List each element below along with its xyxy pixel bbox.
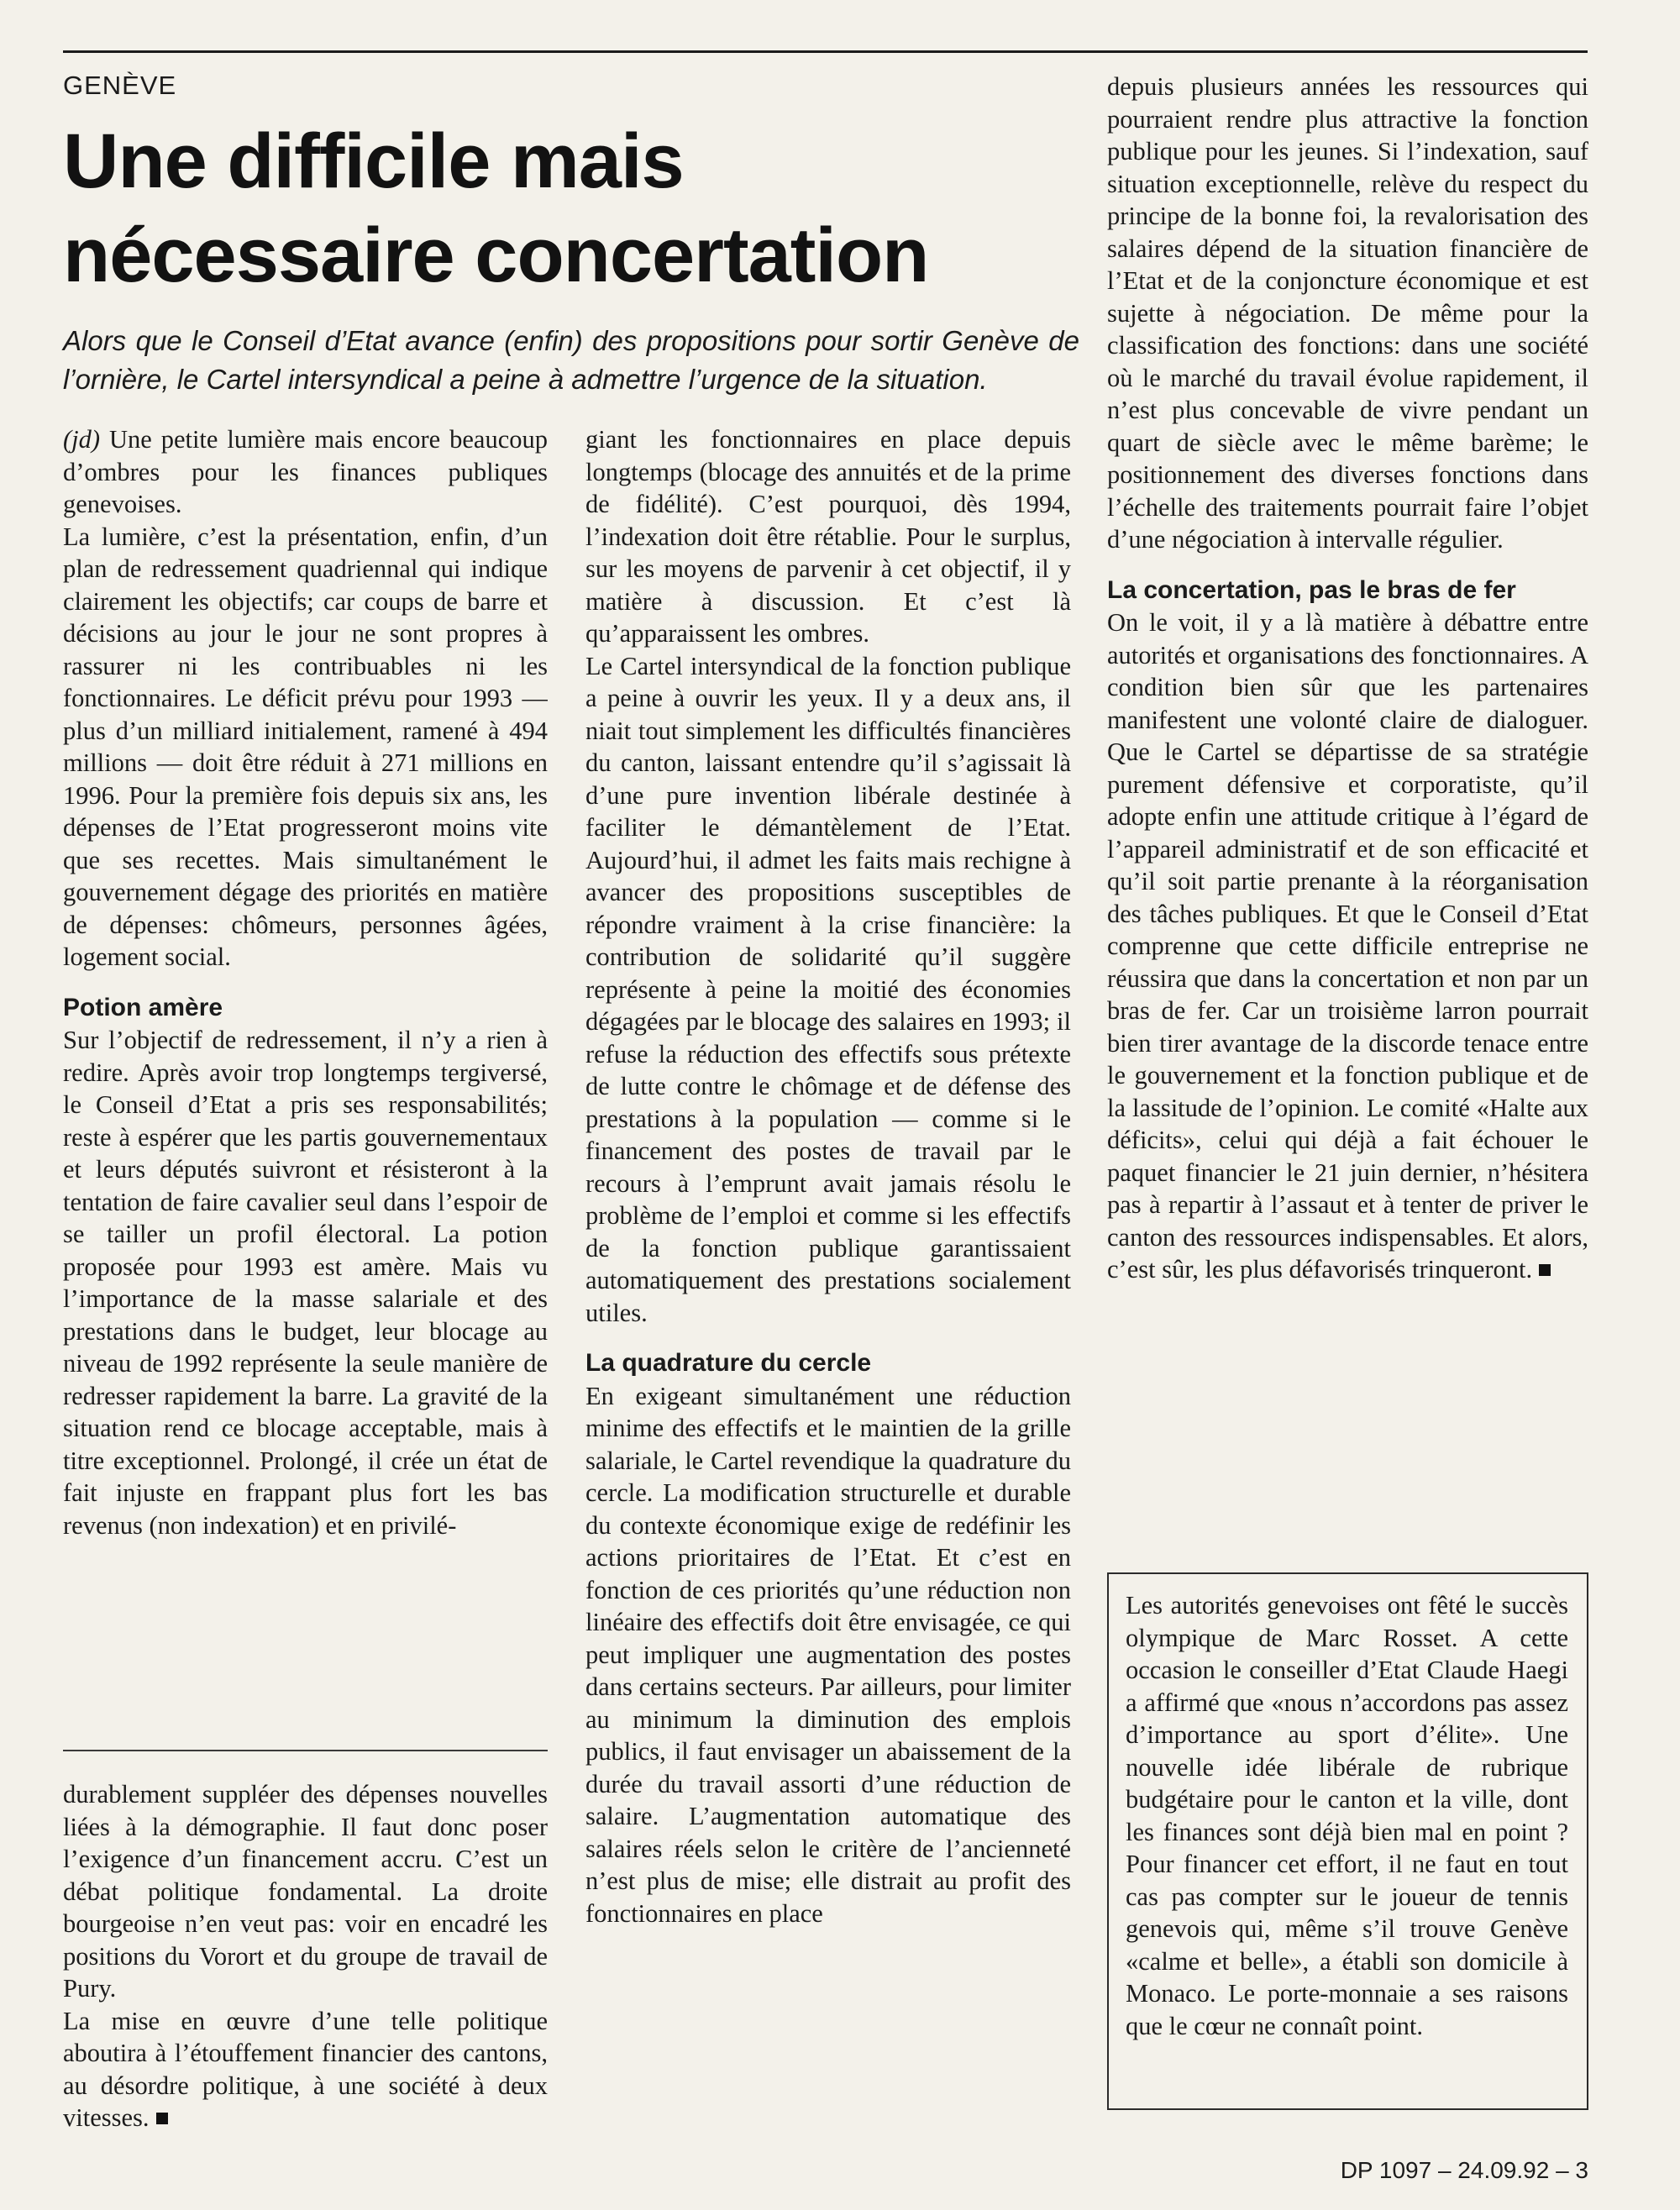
box-text: Les autorités genevoises ont fêté le succès olympique de Marc Rosset. A cette occasion le conseiller d’Etat Claude Haegi a affirmé que «nous n’accordons pas assez d’importance au sport d’élite». Une nouvelle idée libérale de rubrique budgétaire pour le canton et la ville, dont les finances sont déjà bien mal en point ? Pour financer cet effort, il ne faut en tout cas pas compter sur le joueur de tennis genevois qui, même s’il trouve Genève «calme et belle», a établi son domicile à Monaco. Le porte-monnaie a ses raisons que le cœur ne connaît point. bbox=[1126, 1591, 1568, 2040]
paragraph-text: On le voit, il y a là matière à débattre entre autorités et organisations des fonctionnaires. A condition bien sûr que les partenaires manifestent une volonté claire de dialoguer. Que le Cartel se départisse de sa stratégie purement défensive et corporatiste, qu’il adopte enfin une attitude critique à l’égard de l’appareil administratif et de son efficacité et qu’il soit partie prenante à la réorganisation des tâches publiques. Et que le Conseil d’Etat comprenne que cette difficile entreprise ne réussira que dans la concertation et non par un bras de fer. Car un troisième larron pourrait bien tirer avantage de la discorde tenace entre le gouvernement et la fonction publique et de la lassitude de l’opinion. Le comité «Halte aux déficits», celui qui déjà a fait échouer le paquet financier le 21 juin dernier, n’hésitera pas à repartir à l’assaut et à tenter de priver le canton des ressources indispensables. Et alors, c’est sûr, les plus défavorisés trinqueront. bbox=[1107, 608, 1588, 1283]
column-2 bbox=[585, 423, 1071, 2133]
subheading-potion-amere: Potion amère bbox=[63, 993, 223, 1021]
paragraph: Sur l’objectif de redressement, il n’y a rien à redire. Après avoir trop longtemps tergiversé, le Conseil d’Etat a pris ses responsabilités; reste à espérer que les partis gouvernementaux et leurs députés suivront et résisteront à la tentation de faire cavalier seul dans l’espoir de se tailler un profil électoral. La potion proposée pour 1993 est amère. Mais vu l’importance de la masse salariale et des prestations dans le budget, leur blocage au niveau de 1992 représente la seule manière de redresser rapidement la barre. La gravité de la situation rend ce blocage acceptable, mais à titre exceptionnel. Prolongé, il crée un état de fait injuste en frappant plus fort les bas revenus (non indexation) et en privilé- bbox=[63, 1026, 548, 1540]
paragraph-text: La mise en œuvre d’une telle politique aboutira à l’étouffement financier des cantons, au désordre politique, à une société à deux vitesses. bbox=[63, 2006, 548, 2132]
column-1-continued bbox=[63, 1778, 548, 2133]
author-initials: (jd) bbox=[63, 425, 101, 454]
page-folio: DP 1097 – 24.09.92 – 3 bbox=[1340, 2157, 1588, 2183]
end-mark-icon bbox=[156, 2113, 168, 2124]
paragraph bbox=[1107, 606, 1588, 1286]
article-title: Une difficile mais nécessaire concertation bbox=[63, 118, 929, 298]
paragraph: La lumière, c’est la présentation, enfin, d’un plan de redressement quadriennal qui indique clairement les objectifs; car coups de barre et décisions au jour le jour ne sont propres à rassurer ni les contribuables ni les fonctionnaires. Le déficit prévu pour 1993 — plus d’un milliard initialement, ramené à 494 millions — doit être réduit à 271 millions en 1996. Pour la première fois depuis six ans, les dépenses de l’Etat progresseront moins vite que ses recettes. Mais simultanément le gouvernement dégage des priorités en matière de dépenses: chômeurs, personnes âgées, logement social. bbox=[63, 522, 548, 971]
section-rubric: GENÈVE bbox=[63, 71, 177, 100]
sidebar-box bbox=[1107, 1572, 1588, 2110]
paragraph: En exigeant simultanément une réduction minime des effectifs et le maintien de la grille salariale, le Cartel revendique la quadrature du cercle. La modification structurelle et durable du contexte économique exige de redéfinir les actions prioritaires de l’Etat. Et c’est en fonction de ces priorités qu’une réduction non linéaire des effectifs doit être envisagée, ce qui peut impliquer une augmentation des postes dans certains secteurs. Par ailleurs, pour limiter au minimum la diminution des emplois publics, il faut envisager un abaissement de la durée du travail assorti d’une réduction de salaire. L’augmentation automatique des salaires réels selon le critère de l’ancienneté n’est plus de mise; elle distrait au profit des fonctionnaires en place bbox=[585, 1381, 1071, 1928]
paragraph bbox=[63, 2005, 548, 2134]
paragraph: depuis plusieurs années les ressources qui pourraient rendre plus attractive la fonction publique pour les jeunes. Si l’indexation, sauf situation exceptionnelle, relève du respect du principe de la bonne foi, la revalorisation des salaires dépend de la situation financière de l’Etat et de la conjoncture économique et est sujette à négociation. De même pour la classification des fonctions: dans une société où le marché du travail évolue rapidement, il n’est plus concevable de vivre pendant un quart de siècle avec le même barème; le positionnement des diverses fonctions dans l’échelle des traitements pourrait faire l’objet d’une négociation à intervalle régulier. bbox=[1107, 72, 1588, 554]
article-lede: Alors que le Conseil d’Etat avance (enfin) des propositions pour sortir Genève de l’ornière, le Cartel intersyndical a peine à admettre l’urgence de la situation. bbox=[63, 325, 1079, 395]
paragraph: durablement suppléer des dépenses nouvelles liées à la démographie. Il faut donc poser l’exigence d’un financement accru. C’est un débat politique fondamental. La droite bourgeoise n’en veut pas: voir en encadré les positions du Vorort et du groupe de travail de Pury. bbox=[63, 1780, 548, 2003]
top-rule bbox=[63, 50, 1588, 53]
paragraph-text: Une petite lumière mais encore beaucoup d’ombres pour les finances publiques genevoises. bbox=[63, 425, 548, 518]
paragraph: giant les fonctionnaires en place depuis longtemps (blocage des annuités et de la prime de fidélité). C’est pourquoi, dès 1994, l’indexation doit être rétablie. Pour le surplus, sur les moyens de parvenir à cet objectif, il y matière à discussion. Et c’est là qu’apparaissent les ombres. bbox=[585, 425, 1071, 648]
subheading-quadrature: La quadrature du cercle bbox=[585, 1349, 872, 1377]
column-3 bbox=[1107, 71, 1588, 1532]
paragraph: Le Cartel intersyndical de la fonction publique a peine à ouvrir les yeux. Il y a deux ans, il niait tout simplement les difficultés financières du canton, laissant entendre qu’il s’agissait là d’une pure invention libérale destinée à faciliter le démantèlement de l’Etat. Aujourd’hui, il admet les faits mais rechigne à avancer des propositions susceptibles de répondre vraiment à la crise financière: la contribution de solidarité qu’il suggère représente à peine la moitié des économies dégagées par le blocage des salaires en 1993; il refuse la réduction des effectifs sous prétexte de lutte contre le chômage et de défense des prestations à la population — comme si le financement des postes de travail par le recours à l’emprunt avait jamais résolu le problème de l’emploi et comme si les effectifs de la fonction publique garantissaient automatiquement des prestations socialement utiles. bbox=[585, 651, 1071, 1327]
subheading-concertation: La concertation, pas le bras de fer bbox=[1107, 575, 1516, 604]
paragraph bbox=[63, 423, 548, 521]
end-mark-icon bbox=[1539, 1264, 1551, 1276]
column-divider bbox=[63, 1750, 548, 1751]
column-1 bbox=[63, 423, 548, 1687]
